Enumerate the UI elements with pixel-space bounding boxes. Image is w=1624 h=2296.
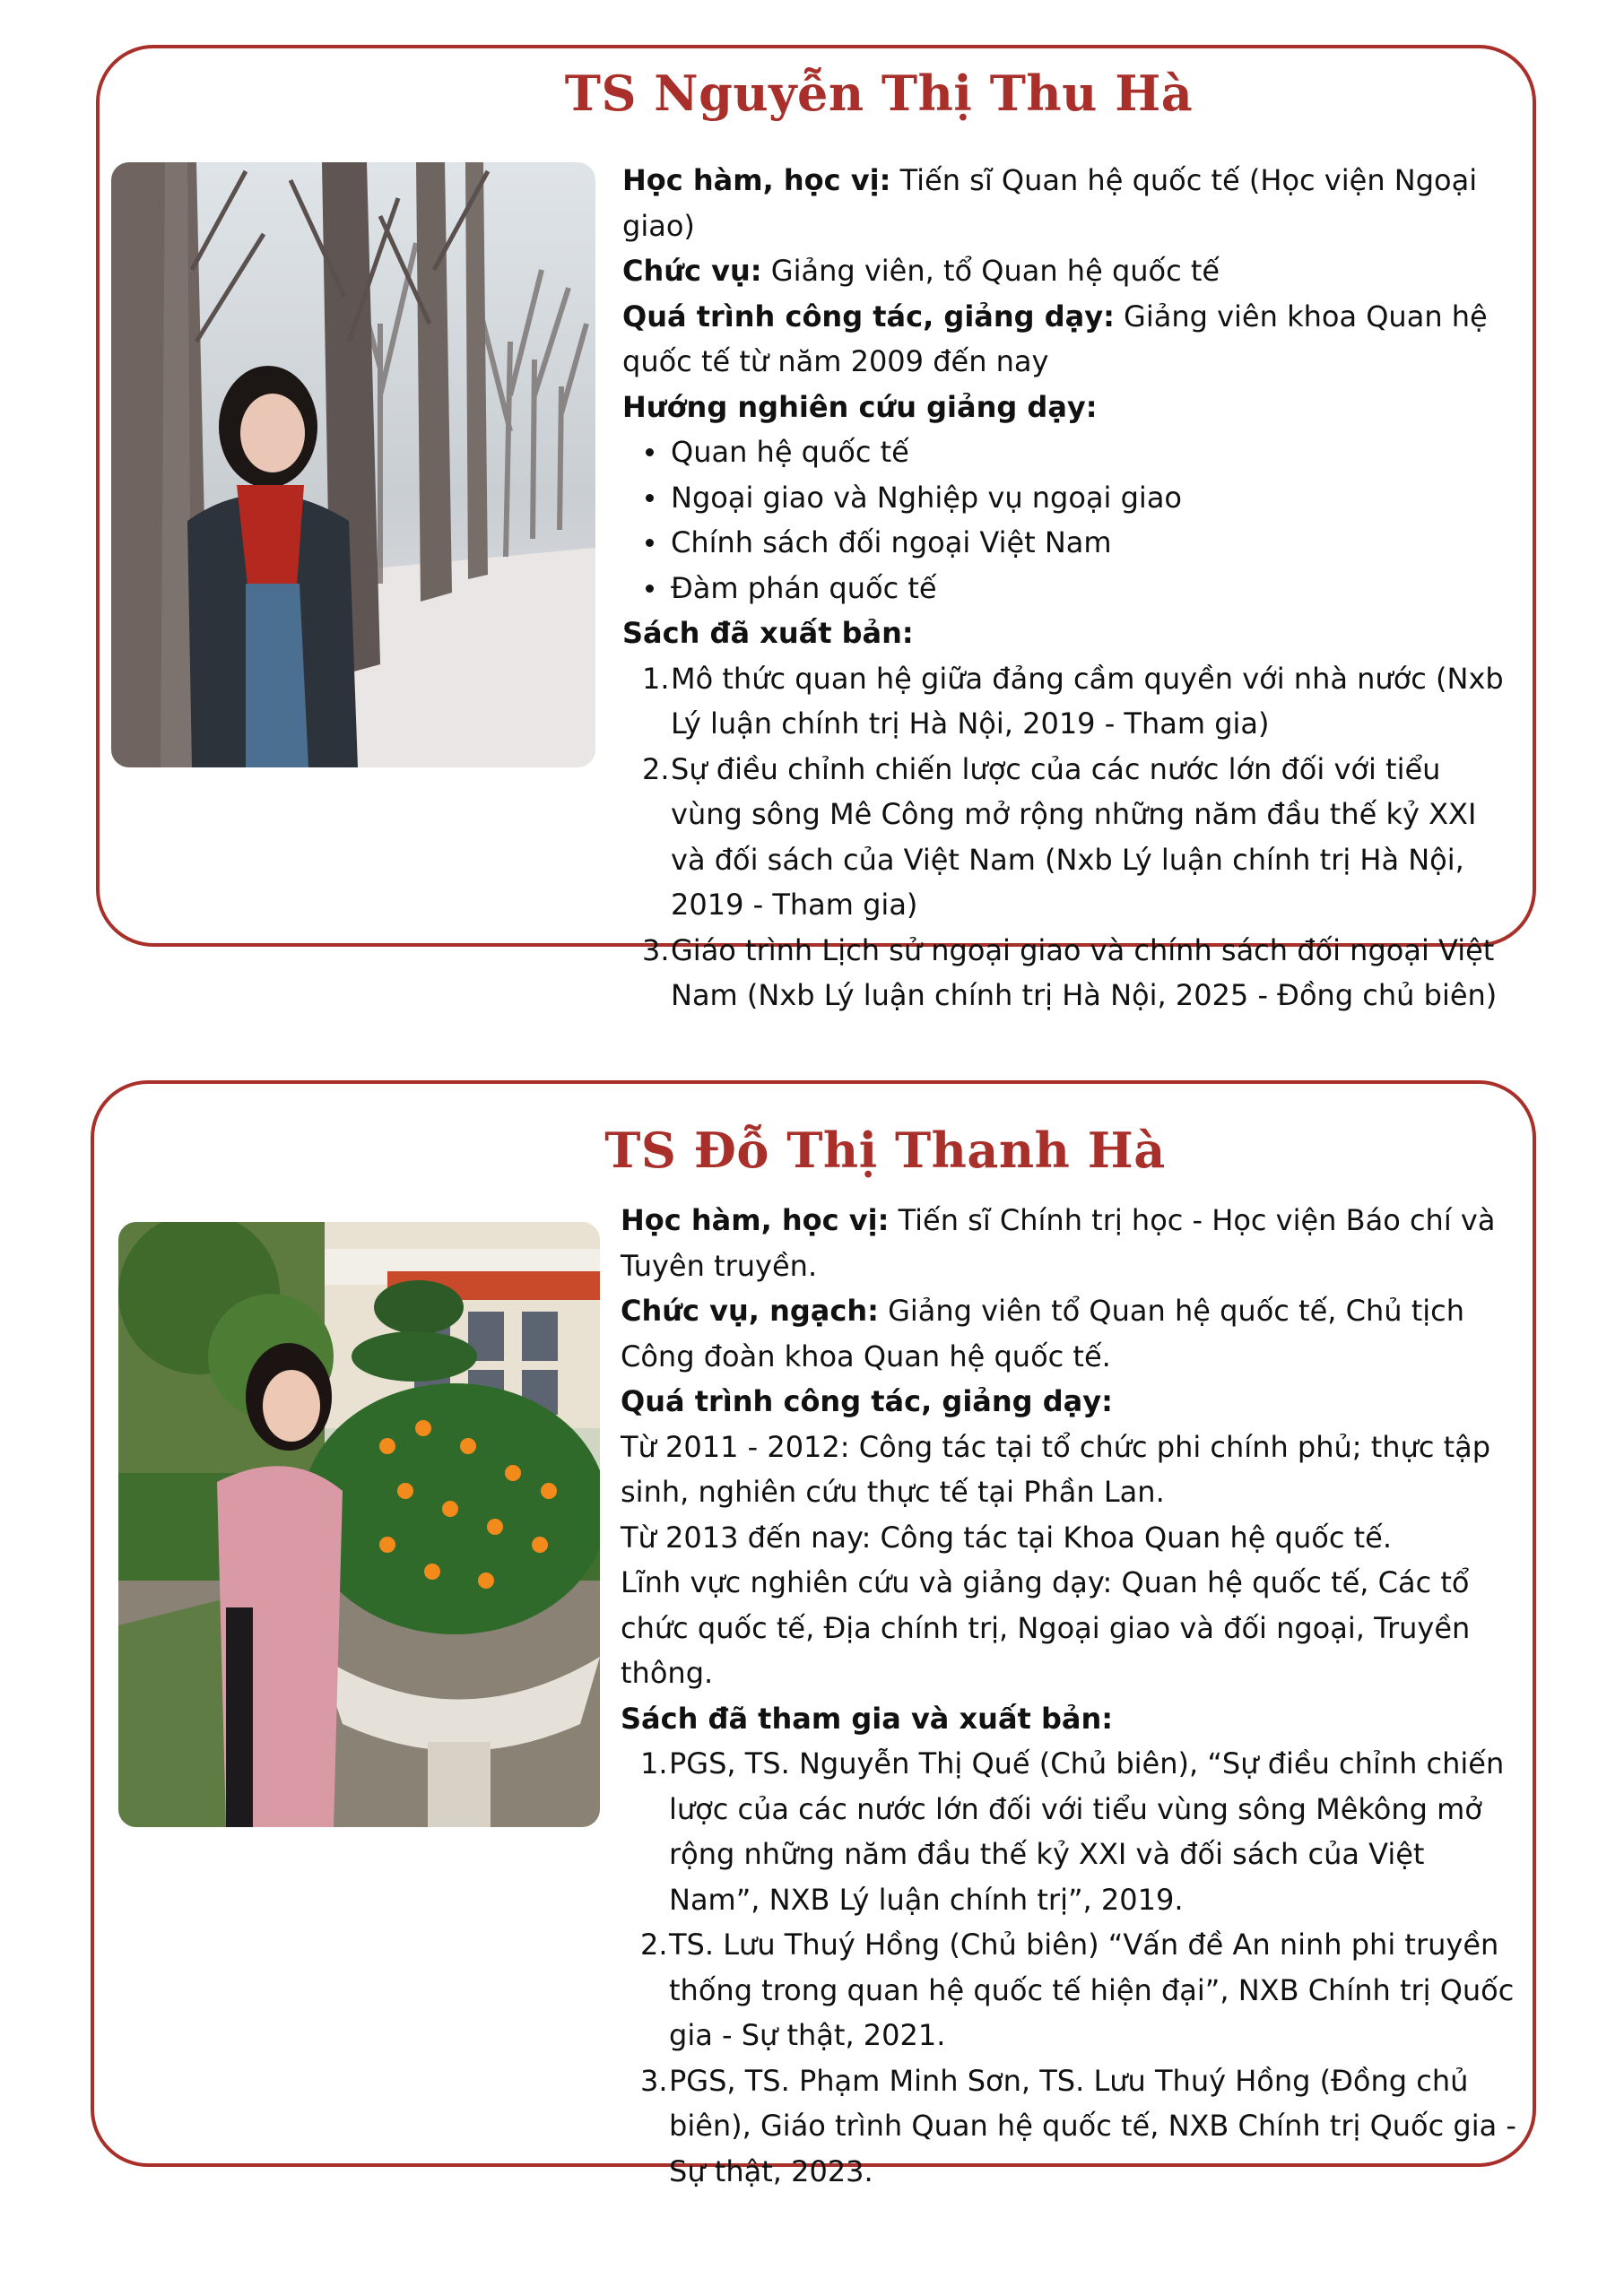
book-text: TS. Lưu Thuý Hồng (Chủ biên) “Vấn đề An ninh phi truyền thống trong quan hệ quốc tế hiện đại”, NXB Chính trị Quốc gia - Sự thật, 2021. [669, 1928, 1515, 2052]
book-number: 2. [642, 751, 670, 786]
degree-label: Học hàm, học vị: [622, 163, 891, 197]
profile-details [621, 1198, 1517, 2194]
book-number: 1. [640, 1746, 668, 1780]
research-item: Quan hệ quốc tế [622, 429, 1510, 475]
book-item [622, 656, 1510, 747]
book-number: 3. [642, 932, 670, 967]
career-entry: Từ 2011 - 2012: Công tác tại tổ chức phi chính phủ; thực tập sinh, nghiên cứu thực tế tại Phần Lan. [621, 1429, 1491, 1509]
books-list [622, 656, 1510, 1018]
books-heading [621, 1696, 1517, 1742]
book-number: 1. [642, 661, 670, 696]
degree-line [621, 1198, 1517, 1288]
degree-value: Tiến sĩ Chính trị học - Học viện Báo chí và Tuyên truyền. [621, 1203, 1496, 1283]
research-heading [622, 385, 1510, 430]
position-value: Giảng viên, tổ Quan hệ quốc tế [761, 254, 1220, 288]
profile-card-1 [96, 45, 1536, 1012]
books-list [621, 1741, 1517, 2194]
position-label: Chức vụ, ngạch: [621, 1294, 879, 1328]
profile-name: TS Nguyễn Thị Thu Hà [564, 65, 1194, 122]
book-text: Mô thức quan hệ giữa đảng cầm quyền với nhà nước (Nxb Lý luận chính trị Hà Nội, 2019 - Tham gia) [671, 661, 1504, 741]
book-item [621, 2058, 1517, 2195]
book-item [622, 928, 1510, 1018]
book-item [621, 1922, 1517, 2058]
position-line [622, 248, 1510, 294]
book-item [622, 747, 1510, 928]
profile-details [622, 158, 1510, 1018]
degree-line [622, 158, 1510, 248]
profile-card-2 [91, 1080, 1536, 2188]
research-item: Chính sách đối ngoại Việt Nam [622, 520, 1510, 566]
profile-photo-garden [118, 1222, 600, 1827]
book-item [621, 1741, 1517, 1922]
career-entry: Lĩnh vực nghiên cứu và giảng dạy: Quan hệ quốc tế, Các tổ chức quốc tế, Địa chính trị, Ngoại giao và đối ngoại, Truyền thông. [621, 1565, 1471, 1690]
book-text: PGS, TS. Nguyễn Thị Quế (Chủ biên), “Sự điều chỉnh chiến lược của các nước lớn đối với tiểu vùng sông Mêkông mở rộng những năm đầu thế kỷ XXI và đối sách của Việt Nam”, NXB Lý luận chính trị”, 2019. [669, 1746, 1505, 1917]
position-label: Chức vụ: [622, 254, 762, 288]
research-list [622, 429, 1510, 611]
degree-label: Học hàm, học vị: [621, 1203, 890, 1237]
career-value: Giảng viên khoa Quan hệ quốc tế từ năm 2009 đến nay [622, 299, 1488, 378]
books-heading [622, 611, 1510, 656]
book-text: Sự điều chỉnh chiến lược của các nước lớn đối với tiểu vùng sông Mê Công mở rộng những năm đầu thế kỷ XXI và đối sách của Việt Nam (Nxb Lý luận chính trị Hà Nội, 2019 - Tham gia) [671, 751, 1477, 922]
book-text: PGS, TS. Phạm Minh Sơn, TS. Lưu Thuý Hồng (Đồng chủ biên), Giáo trình Quan hệ quốc tế, NXB Chính trị Quốc gia - Sự thật, 2023. [669, 2063, 1516, 2188]
position-value: Giảng viên tổ Quan hệ quốc tế, Chủ tịch Công đoàn khoa Quan hệ quốc tế. [621, 1294, 1464, 1373]
profile-name: TS Đỗ Thị Thanh Hà [604, 1122, 1166, 1179]
book-text: Giáo trình Lịch sử ngoại giao và chính sách đối ngoại Việt Nam (Nxb Lý luận chính trị Hà Nội, 2025 - Đồng chủ biên) [671, 932, 1498, 1012]
research-item: Ngoại giao và Nghiệp vụ ngoại giao [622, 475, 1510, 521]
books-label: Sách đã tham gia và xuất bản: [621, 1701, 1114, 1736]
career-label: Quá trình công tác, giảng dạy: [622, 299, 1115, 334]
career-entry: Từ 2013 đến nay: Công tác tại Khoa Quan hệ quốc tế. [621, 1520, 1392, 1555]
profile-photo-trees [111, 162, 595, 767]
career-label: Quá trình công tác, giảng dạy: [621, 1384, 1113, 1418]
position-line [621, 1288, 1517, 1379]
career-line [622, 294, 1510, 385]
career-heading [621, 1379, 1517, 1425]
book-number: 3. [640, 2063, 668, 2098]
research-label: Hướng nghiên cứu giảng dạy: [622, 389, 1098, 424]
book-number: 2. [640, 1928, 668, 1962]
research-item: Đàm phán quốc tế [622, 566, 1510, 611]
books-label: Sách đã xuất bản: [622, 616, 914, 650]
degree-value: Tiến sĩ Quan hệ quốc tế (Học viện Ngoại giao) [622, 163, 1478, 243]
